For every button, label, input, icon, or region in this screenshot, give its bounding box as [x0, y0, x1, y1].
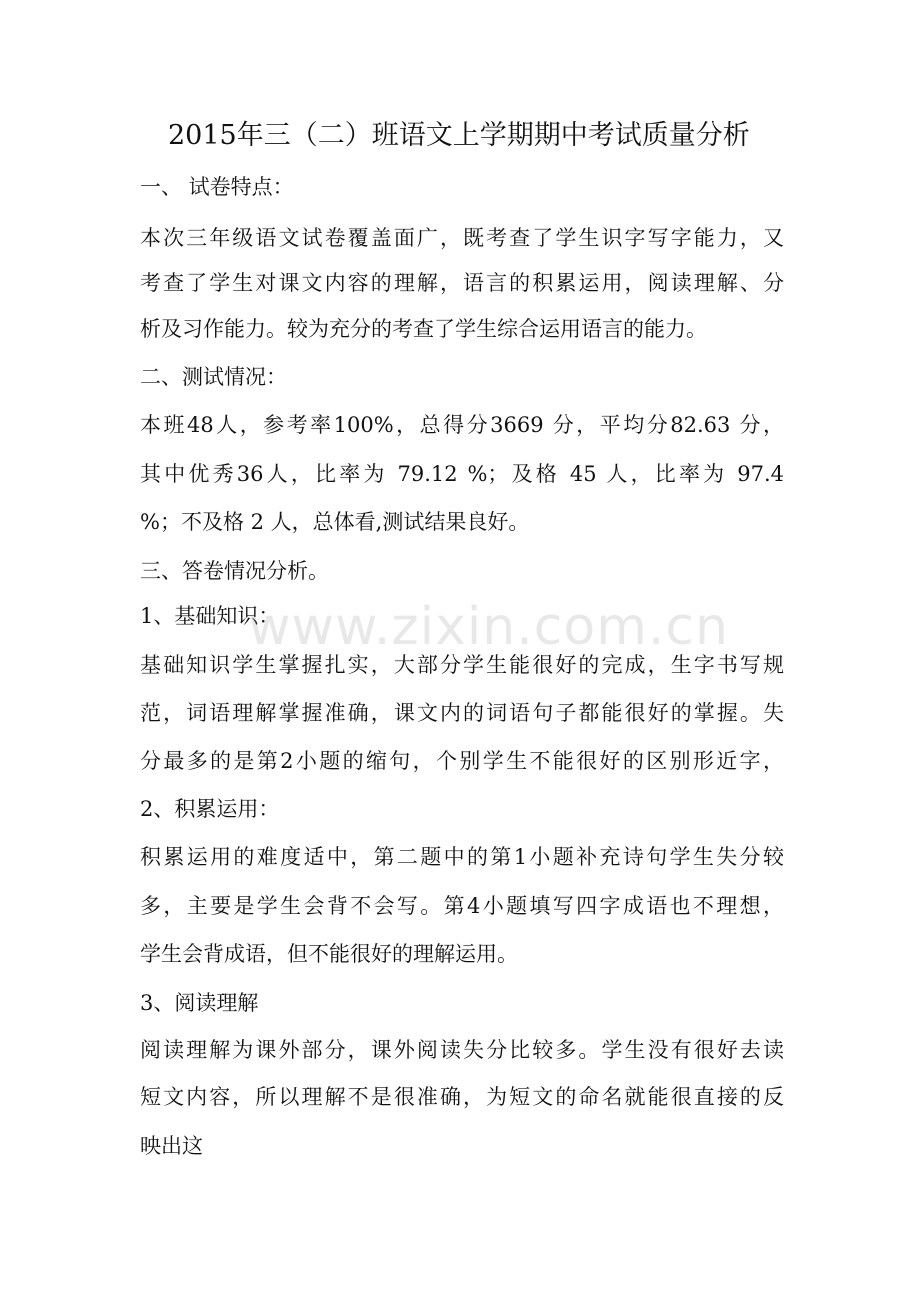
paragraph-line: 基础知识学生掌握扎实，大部分学生能很好的完成，生字书写规	[140, 653, 784, 677]
paragraph-line: 析及习作能力。较为充分的考查了学生综合运用语言的能力。	[140, 317, 707, 341]
document-title: 2015年三（二）班语文上学期期中考试质量分析	[168, 120, 750, 151]
heading-answer-analysis: 三、答卷情况分析。	[140, 559, 329, 583]
paragraph-line: 分最多的是第2小题的缩句，个别学生不能很好的区别形近字，	[140, 749, 784, 773]
paragraph-line: 其中优秀36人，比率为 79.12 %；及格 45 人，比率为 97.4	[140, 462, 784, 486]
paragraph-line: 考查了学生对课文内容的理解，语言的积累运用，阅读理解、分	[140, 271, 784, 295]
paragraph-line: 本次三年级语文试卷覆盖面广，既考查了学生识字写字能力，又	[140, 226, 784, 250]
subheading-basic-knowledge: 1、基础知识：	[140, 604, 280, 628]
paragraph-line: 本班48人，参考率100%，总得分3669 分，平均分82.63 分，	[140, 413, 784, 437]
heading-paper-features: 一、 试卷特点：	[140, 175, 294, 199]
paragraph-line: 阅读理解为课外部分，课外阅读失分比较多。学生没有很好去读	[140, 1038, 784, 1062]
paragraph-line: 映出这	[140, 1134, 203, 1158]
paragraph-line: %；不及格 2 人，总体看,测试结果良好。	[140, 510, 530, 534]
paragraph-line: 范，词语理解掌握准确，课文内的词语句子都能很好的掌握。失	[140, 701, 784, 725]
subheading-accumulation: 2、积累运用：	[140, 797, 280, 821]
paragraph-line: 多，主要是学生会背不会写。第4小题填写四字成语也不理想，	[140, 894, 784, 918]
heading-test-status: 二、测试情况：	[140, 365, 287, 389]
paragraph-line: 学生会背成语，但不能很好的理解运用。	[140, 942, 518, 966]
paragraph-line: 积累运用的难度适中，第二题中的第1小题补充诗句学生失分较	[140, 845, 784, 869]
paragraph-line: 短文内容，所以理解不是很准确，为短文的命名就能很直接的反	[140, 1085, 784, 1109]
subheading-reading: 3、阅读理解	[140, 991, 259, 1015]
watermark: www.zixin.com.cn	[248, 597, 729, 657]
